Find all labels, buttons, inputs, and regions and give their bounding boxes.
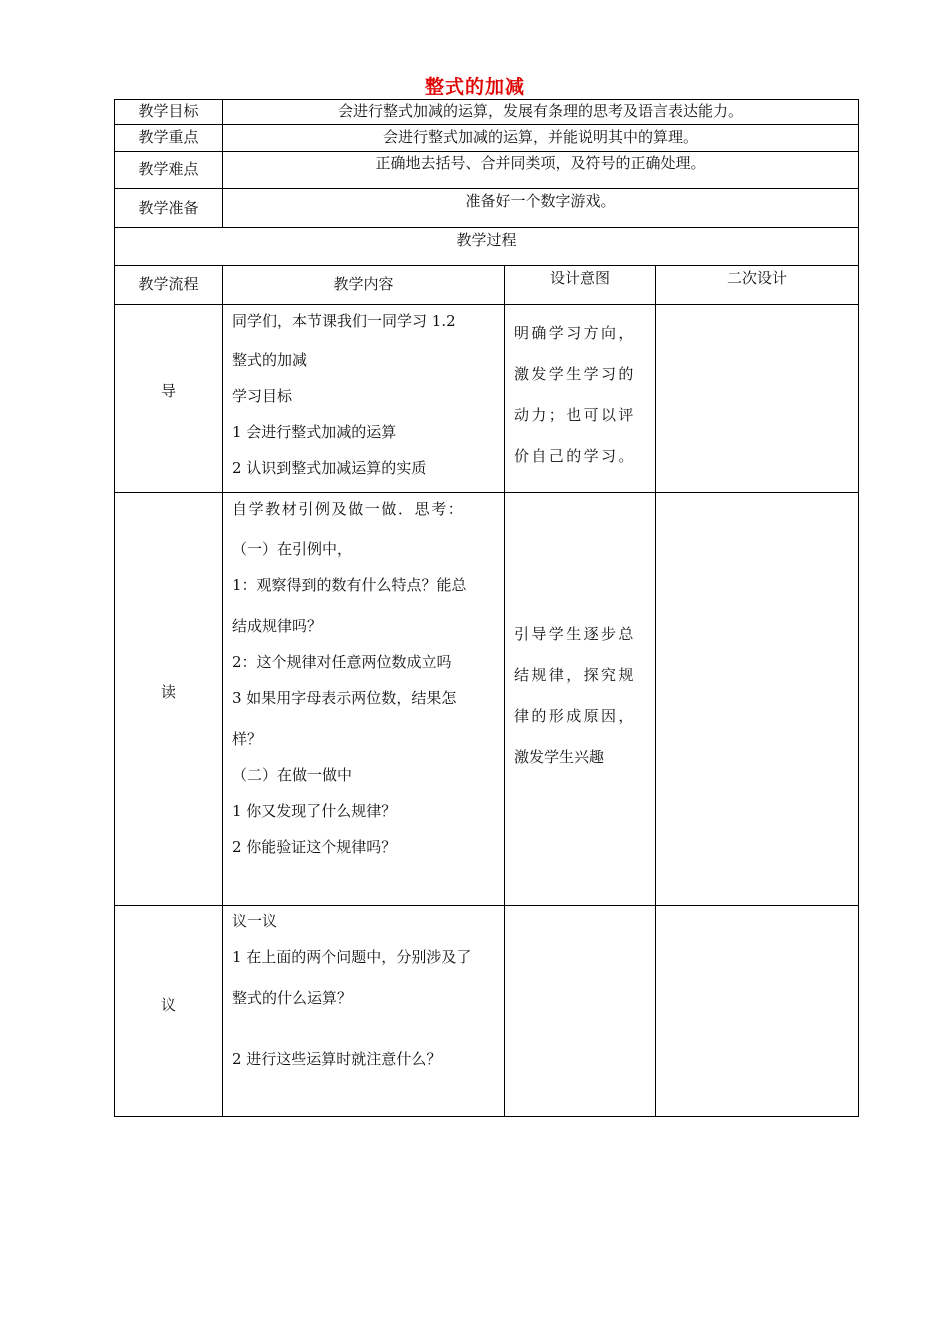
table-rule	[222, 265, 223, 1117]
content-line: 同学们，本节课我们一同学习 1.2	[232, 312, 456, 330]
content-line: 2 进行这些运算时就注意什么？	[232, 1050, 442, 1068]
process-title: 教学过程	[456, 231, 517, 249]
table-rule	[858, 99, 859, 1117]
content-line: 自学教材引例及做一做．思考：	[232, 500, 465, 518]
lesson-plan-table	[114, 99, 859, 1117]
content-line: 2 你能验证这个规律吗？	[232, 838, 397, 856]
content-line: 3 如果用字母表示两位数，结果怎	[232, 689, 457, 707]
intent-line: 激发学生学习的	[514, 365, 636, 383]
intent-line: 律的形成原因，	[514, 707, 636, 725]
table-rule	[114, 227, 859, 228]
content-line: 学习目标	[232, 387, 293, 405]
content-line: 结成规律吗？	[232, 617, 323, 635]
header-content: 教学内容	[333, 275, 394, 293]
intent-line: 明确学习方向，	[514, 324, 636, 342]
table-rule	[114, 492, 859, 493]
stage-flow: 议	[160, 996, 176, 1014]
header-flow: 教学流程	[138, 275, 199, 293]
content-line: 1 在上面的两个问题中，分别涉及了	[232, 948, 472, 966]
content-line: 1：观察得到的数有什么特点？能总	[232, 576, 467, 594]
table-rule	[114, 188, 859, 189]
content-line: （一）在引例中，	[232, 540, 353, 558]
content-line: 议一议	[232, 912, 278, 930]
stage-flow: 读	[160, 683, 176, 701]
content-line: 2：这个规律对任意两位数成立吗	[232, 653, 452, 671]
content-line: 整式的什么运算？	[232, 989, 353, 1007]
intent-line: 结规律，探究规	[514, 666, 636, 684]
table-rule	[114, 99, 115, 1117]
content-line: 1 会进行整式加减的运算	[232, 423, 397, 441]
table-rule	[114, 151, 859, 152]
table-rule	[655, 265, 656, 1117]
info-value: 会进行整式加减的运算，发展有条理的思考及语言表达能力。	[337, 102, 743, 120]
info-label: 教学准备	[138, 199, 199, 217]
content-line: 1 你又发现了什么规律？	[232, 802, 397, 820]
header-intent: 设计意图	[549, 269, 610, 287]
table-rule	[114, 905, 859, 906]
info-value: 正确地去括号、合并同类项，及符号的正确处理。	[375, 154, 706, 172]
table-rule	[114, 124, 859, 125]
table-rule	[114, 99, 859, 100]
header-second: 二次设计	[726, 269, 787, 287]
content-line: 整式的加减	[232, 351, 308, 369]
document-title: 整式的加减	[424, 76, 525, 98]
table-rule	[114, 304, 859, 305]
intent-line: 动力；也可以评	[514, 406, 636, 424]
intent-line: 价自己的学习。	[514, 447, 636, 465]
info-value: 会进行整式加减的运算，并能说明其中的算理。	[382, 128, 698, 146]
info-label: 教学目标	[138, 102, 199, 120]
stage-flow: 导	[160, 382, 176, 400]
table-rule	[114, 1116, 859, 1117]
content-line: （二）在做一做中	[232, 766, 353, 784]
content-line: 样？	[232, 730, 263, 748]
info-value: 准备好一个数字游戏。	[465, 192, 616, 210]
table-rule	[504, 265, 505, 1117]
intent-line: 引导学生逐步总	[514, 625, 636, 643]
info-label: 教学重点	[138, 128, 199, 146]
info-label: 教学难点	[138, 160, 199, 178]
intent-line: 激发学生兴趣	[514, 748, 605, 766]
content-line: 2 认识到整式加减运算的实质	[232, 459, 427, 477]
table-rule	[114, 265, 859, 266]
